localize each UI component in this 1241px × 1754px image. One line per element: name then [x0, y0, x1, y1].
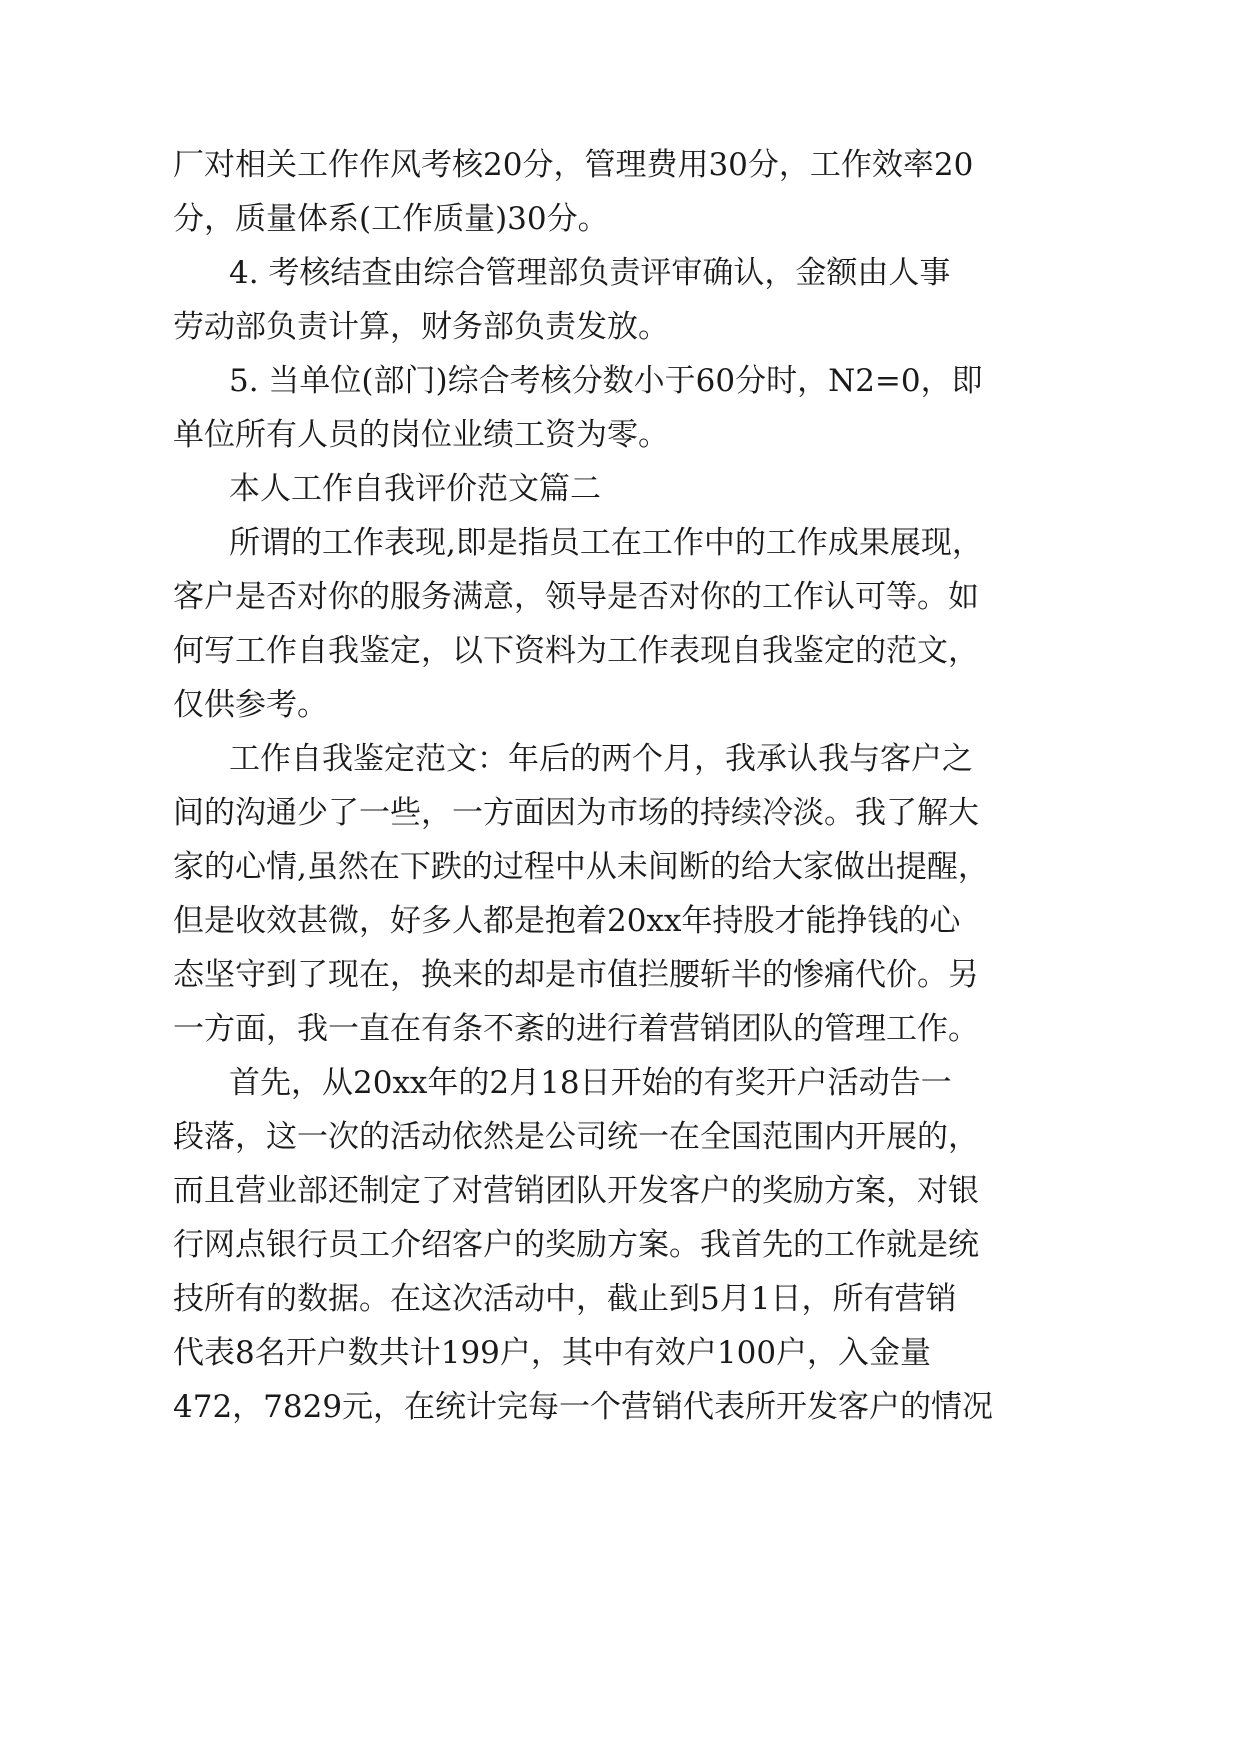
- text-line: 首先，从20xx年的2月18日开始的有奖开户活动告一: [229, 1065, 952, 1101]
- text-line: 工作自我鉴定范文：年后的两个月，我承认我与客户之: [229, 741, 973, 777]
- text-line: 劳动部负责计算，财务部负责发放。: [173, 309, 669, 345]
- text-line: 态坚守到了现在，换来的却是市值拦腰斩半的惨痛代价。另: [173, 957, 979, 993]
- text-line: 472，7829元，在统计完每一个营销代表所开发客户的情况: [173, 1389, 994, 1425]
- text-line: 何写工作自我鉴定，以下资料为工作表现自我鉴定的范文，: [173, 633, 979, 669]
- text-line: 4. 考核结查由综合管理部负责评审确认，金额由人事: [229, 255, 951, 291]
- text-line: 单位所有人员的岗位业绩工资为零。: [173, 417, 669, 453]
- text-line: 厂对相关工作作风考核20分，管理费用30分，工作效率20: [173, 147, 974, 183]
- text-line: 行网点银行员工介绍客户的奖励方案。我首先的工作就是统: [173, 1227, 979, 1263]
- text-line: 代表8名开户数共计199户，其中有效户100户，入金量: [173, 1335, 932, 1371]
- text-line: 段落，这一次的活动依然是公司统一在全国范围内开展的，: [173, 1119, 979, 1155]
- text-line: 所谓的工作表现,即是指员工在工作中的工作成果展现，: [229, 525, 983, 561]
- text-line: 分，质量体系(工作质量)30分。: [173, 201, 609, 237]
- text-line: 间的沟通少了一些，一方面因为市场的持续冷淡。我了解大: [173, 795, 979, 831]
- text-line: 一方面，我一直在有条不紊的进行着营销团队的管理工作。: [173, 1011, 979, 1047]
- text-line: 5. 当单位(部门)综合考核分数小于60分时，N2=0，即: [229, 363, 983, 399]
- section-heading: 本人工作自我评价范文篇二: [229, 471, 601, 507]
- text-line: 客户是否对你的服务满意，领导是否对你的工作认可等。如: [173, 579, 979, 615]
- text-line: 仅供参考。: [173, 687, 328, 723]
- text-line: 而且营业部还制定了对营销团队开发客户的奖励方案，对银: [173, 1173, 979, 1209]
- text-line: 家的心情,虽然在下跌的过程中从未间断的给大家做出提醒，: [173, 849, 989, 885]
- text-line: 但是收效甚微，好多人都是抱着20xx年持股才能挣钱的心: [173, 903, 961, 939]
- text-line: 技所有的数据。在这次活动中，截止到5月1日，所有营销: [173, 1281, 957, 1317]
